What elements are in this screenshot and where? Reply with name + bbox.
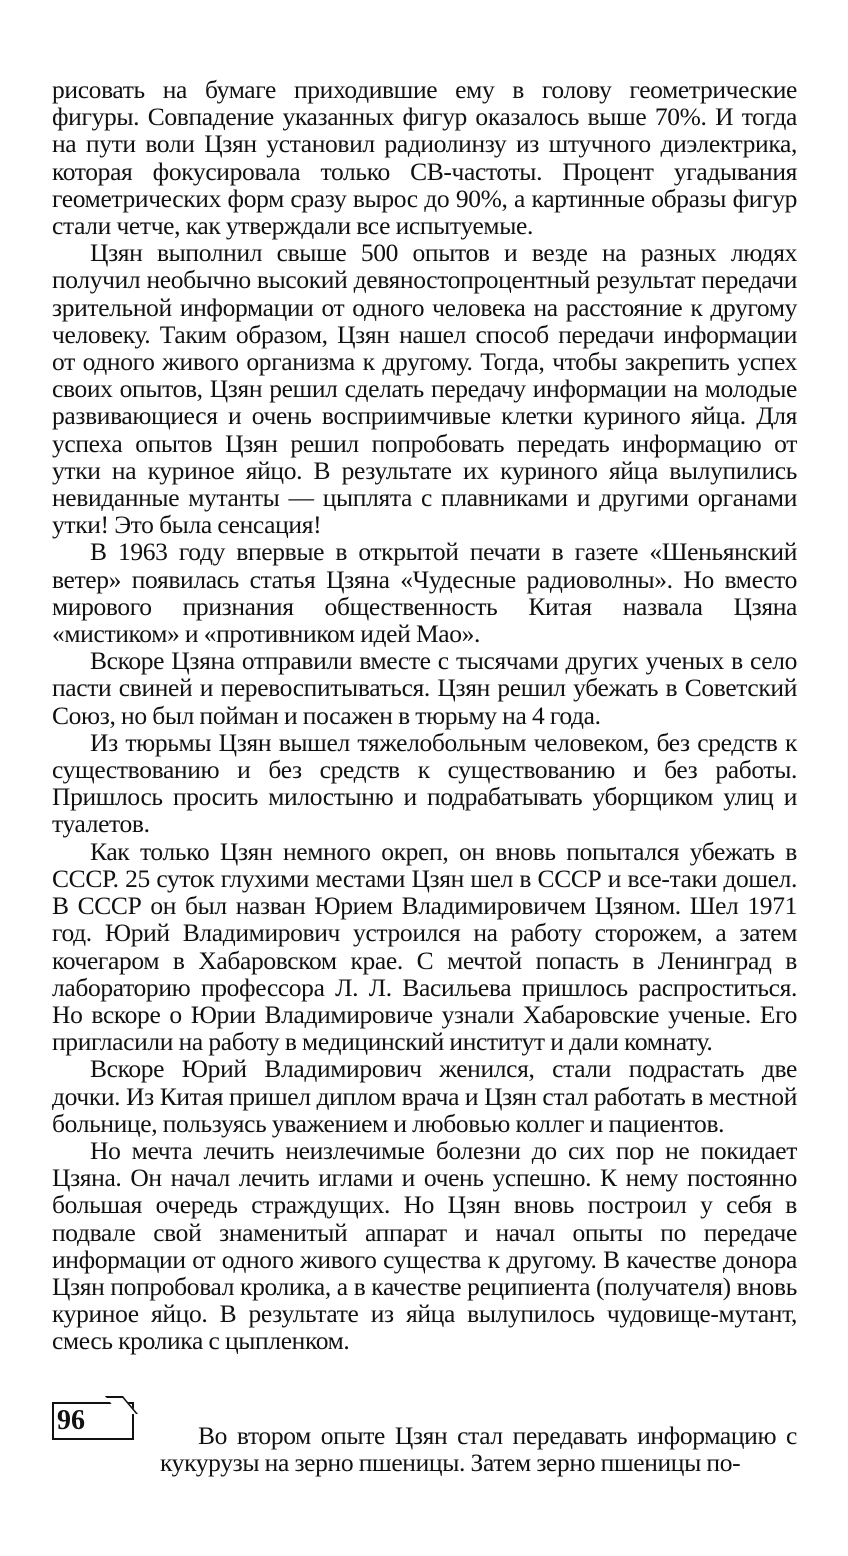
paragraph-1: рисовать на бумаге приходившие ему в голову геометрические фигуры. Совпадение указанных фигур оказалось выше 70%. И тогда на пути воли Цзян установил радиолинзу из штучного диэлектрика, которая фокусировала только СВ-частоты. Процент угадывания геометрических форм сразу вырос до 90%, а картинные образы фигур стали четче, как утверждали все испытуемые. [52, 75, 797, 241]
paragraph-4: Вскоре Цзяна отправили вместе с тысячами других ученых в село пасти свиней и перевоспитываться. Цзян решил убежать в Советский Союз, но был пойман и посажен в тюрьму на 4 года. [52, 646, 797, 730]
paragraph-2: Цзян выполнил свыше 500 опытов и везде на разных людях получил необычно высокий девяностопроцентный результат передачи зрительной информации от одного человека на расстояние к другому человеку. Таким образом, Цзян нашел способ передачи информации от одного живого организма к другому. Тогда, чтобы закрепить успех своих опытов, Цзян решил сделать передачу информации на молодые развивающиеся и очень восприимчивые клетки куриного яйца. Для успеха опытов Цзян решил попробовать передать информацию от утки на куриное яйцо. В результате их куриного яйца вылупились невиданные мутанты — цыплята с плавниками и другими органами утки! Это была сенсация! [52, 238, 797, 540]
continuing-paragraph: Во втором опыте Цзян стал передавать информацию с кукурузы на зерно пшеницы. Затем зерно пшеницы по- [160, 1420, 797, 1477]
paragraph-8: Но мечта лечить неизлечимые болезни до сих пор не покидает Цзяна. Он начал лечить иглами и очень успешно. К нему постоянно большая очередь страждущих. Но Цзян вновь построил у себя в подвале свой знаменитый аппарат и начал опыты по передаче информации от одного живого существа к другому. В качестве донора Цзян попробовал кролика, а в качестве реципиента (получателя) вновь куриное яйцо. В результате из яйца вылупилось чудовище-мутант, смесь кролика с цыпленком. [52, 1135, 797, 1356]
page-footer [52, 1396, 797, 1477]
paragraph-7: Вскоре Юрий Владимирович женился, стали подрастать две дочки. Из Китая пришел диплом врача и Цзян стал работать в местной больнице, пользуясь уважением и любовью коллег и пациентов. [52, 1054, 797, 1138]
paragraph-5: Из тюрьмы Цзян вышел тяжелобольным человеком, без средств к существованию и без средств к существованию и без работы. Пришлось просить милостыню и подрабатывать уборщиком улиц и туалетов. [52, 727, 797, 839]
paragraph-6: Как только Цзян немного окреп, он вновь попытался убежать в СССР. 25 суток глухими местами Цзян шел в СССР и все-таки дошел. В СССР он был назван Юрием Владимировичем Цзяном. Шел 1971 год. Юрий Владимирович устроился на работу сторожем, а затем кочегаром в Хабаровском крае. С мечтой попасть в Ленинград в лабораторию профессора Л. Л. Васильева пришлось распроститься. Но вскоре о Юрии Владимировиче узнали Хабаровские ученые. Его пригласили на работу в медицинский институт и дали комнату. [52, 836, 797, 1057]
paragraph-3: В 1963 году впервые в открытой печати в газете «Шеньянский ветер» появилась статья Цзяна «Чудесные радиоволны». Но вместо мирового признания общественность Китая назвала Цзяна «мистиком» и «противником идей Мао». [52, 537, 797, 649]
page-number: 96 [52, 1402, 134, 1440]
page-body [52, 76, 797, 1355]
